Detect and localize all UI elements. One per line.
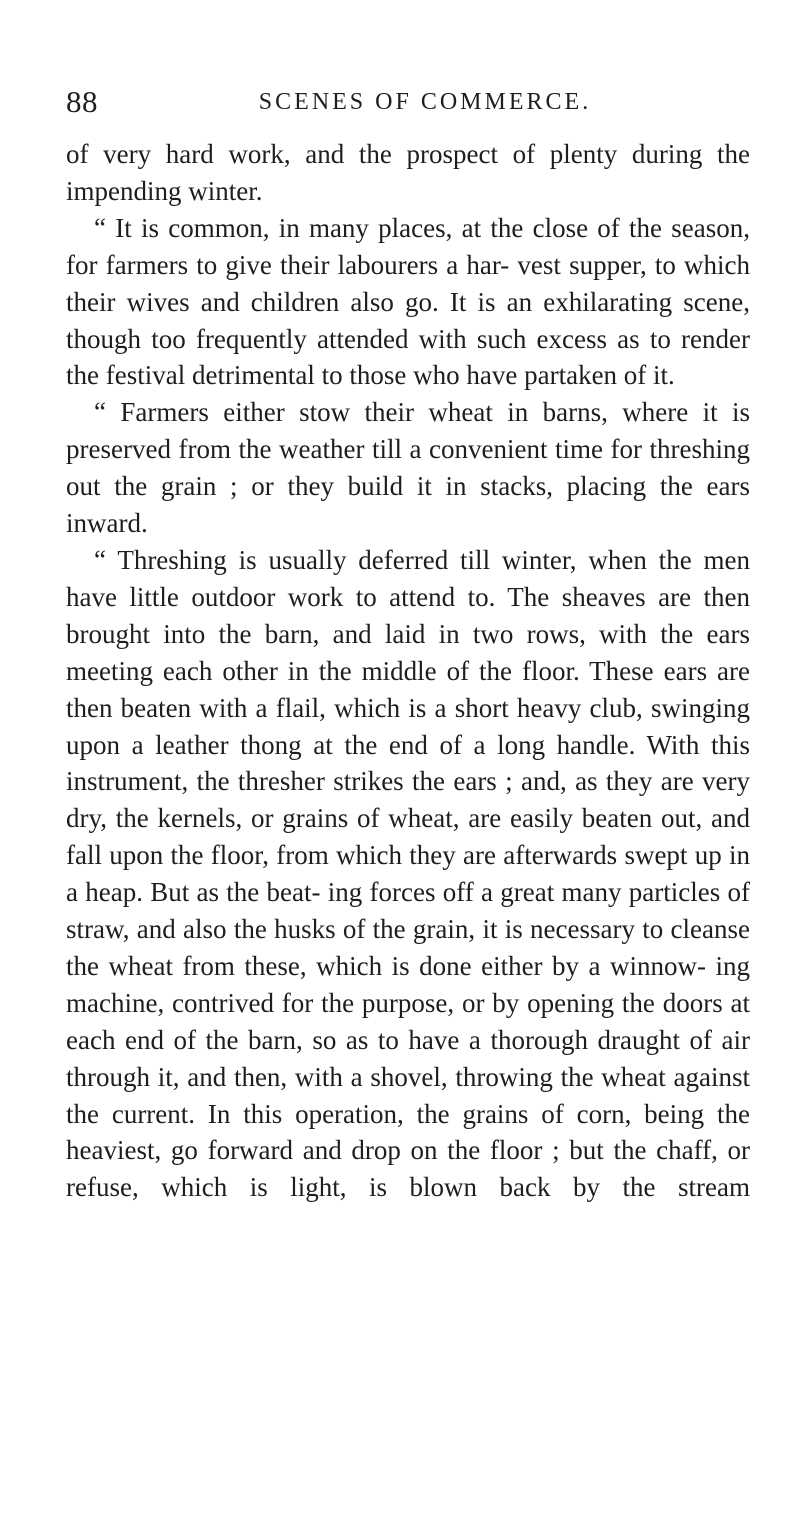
running-head (66, 82, 750, 122)
body-text (66, 136, 750, 1206)
page-number: 88 (66, 84, 98, 119)
paragraph-stowing-wheat: “ Farmers either stow their wheat in barns, where it is preserved from the weather till a convenient time for threshing out the grain ; or they build it in stacks, placing the ears inward. (66, 397, 750, 539)
paragraph-harvest-supper: “ It is common, in many places, at the close of the season, for farmers to give their labourers a har- vest supper, to which their wives and children also go. It is an exhilarating scene, though too frequently attended with such excess as to render the festival detrimental to those who have partaken of it. (66, 212, 750, 391)
paragraph-threshing: “ Threshing is usually deferred till winter, when the men have little outdoor work to attend to. The sheaves are then brought into the barn, and laid in two rows, with the ears meeting each other in the middle of the floor. These ears are then beaten with a flail, which is a short heavy club, swinging upon a leather thong at the end of a long handle. With this instrument, the thresher strikes the ears ; and, as they are very dry, the kernels, or grains of wheat, are easily beaten out, and fall upon the floor, from which they are afterwards swept up in a heap. But as the beat- ing forces off a great many particles of straw, and also the husks of the grain, it is necessary to cleanse the wheat from these, which is done either by a winnow- ing machine, contrived for the purpose, or by opening the doors at each end of the barn, so as to have a thorough draught of air through it, and then, with a shovel, throwing the wheat against the current. In this operation, the grains of corn, being the heaviest, go forward and drop on the floor ; but the chaff, or refuse, which is light, is blown back by the stream (66, 544, 750, 1203)
paragraph-continuation: of very hard work, and the prospect of plenty during the impending winter. (66, 139, 750, 206)
running-title: SCENES OF COMMERCE. (258, 89, 592, 115)
